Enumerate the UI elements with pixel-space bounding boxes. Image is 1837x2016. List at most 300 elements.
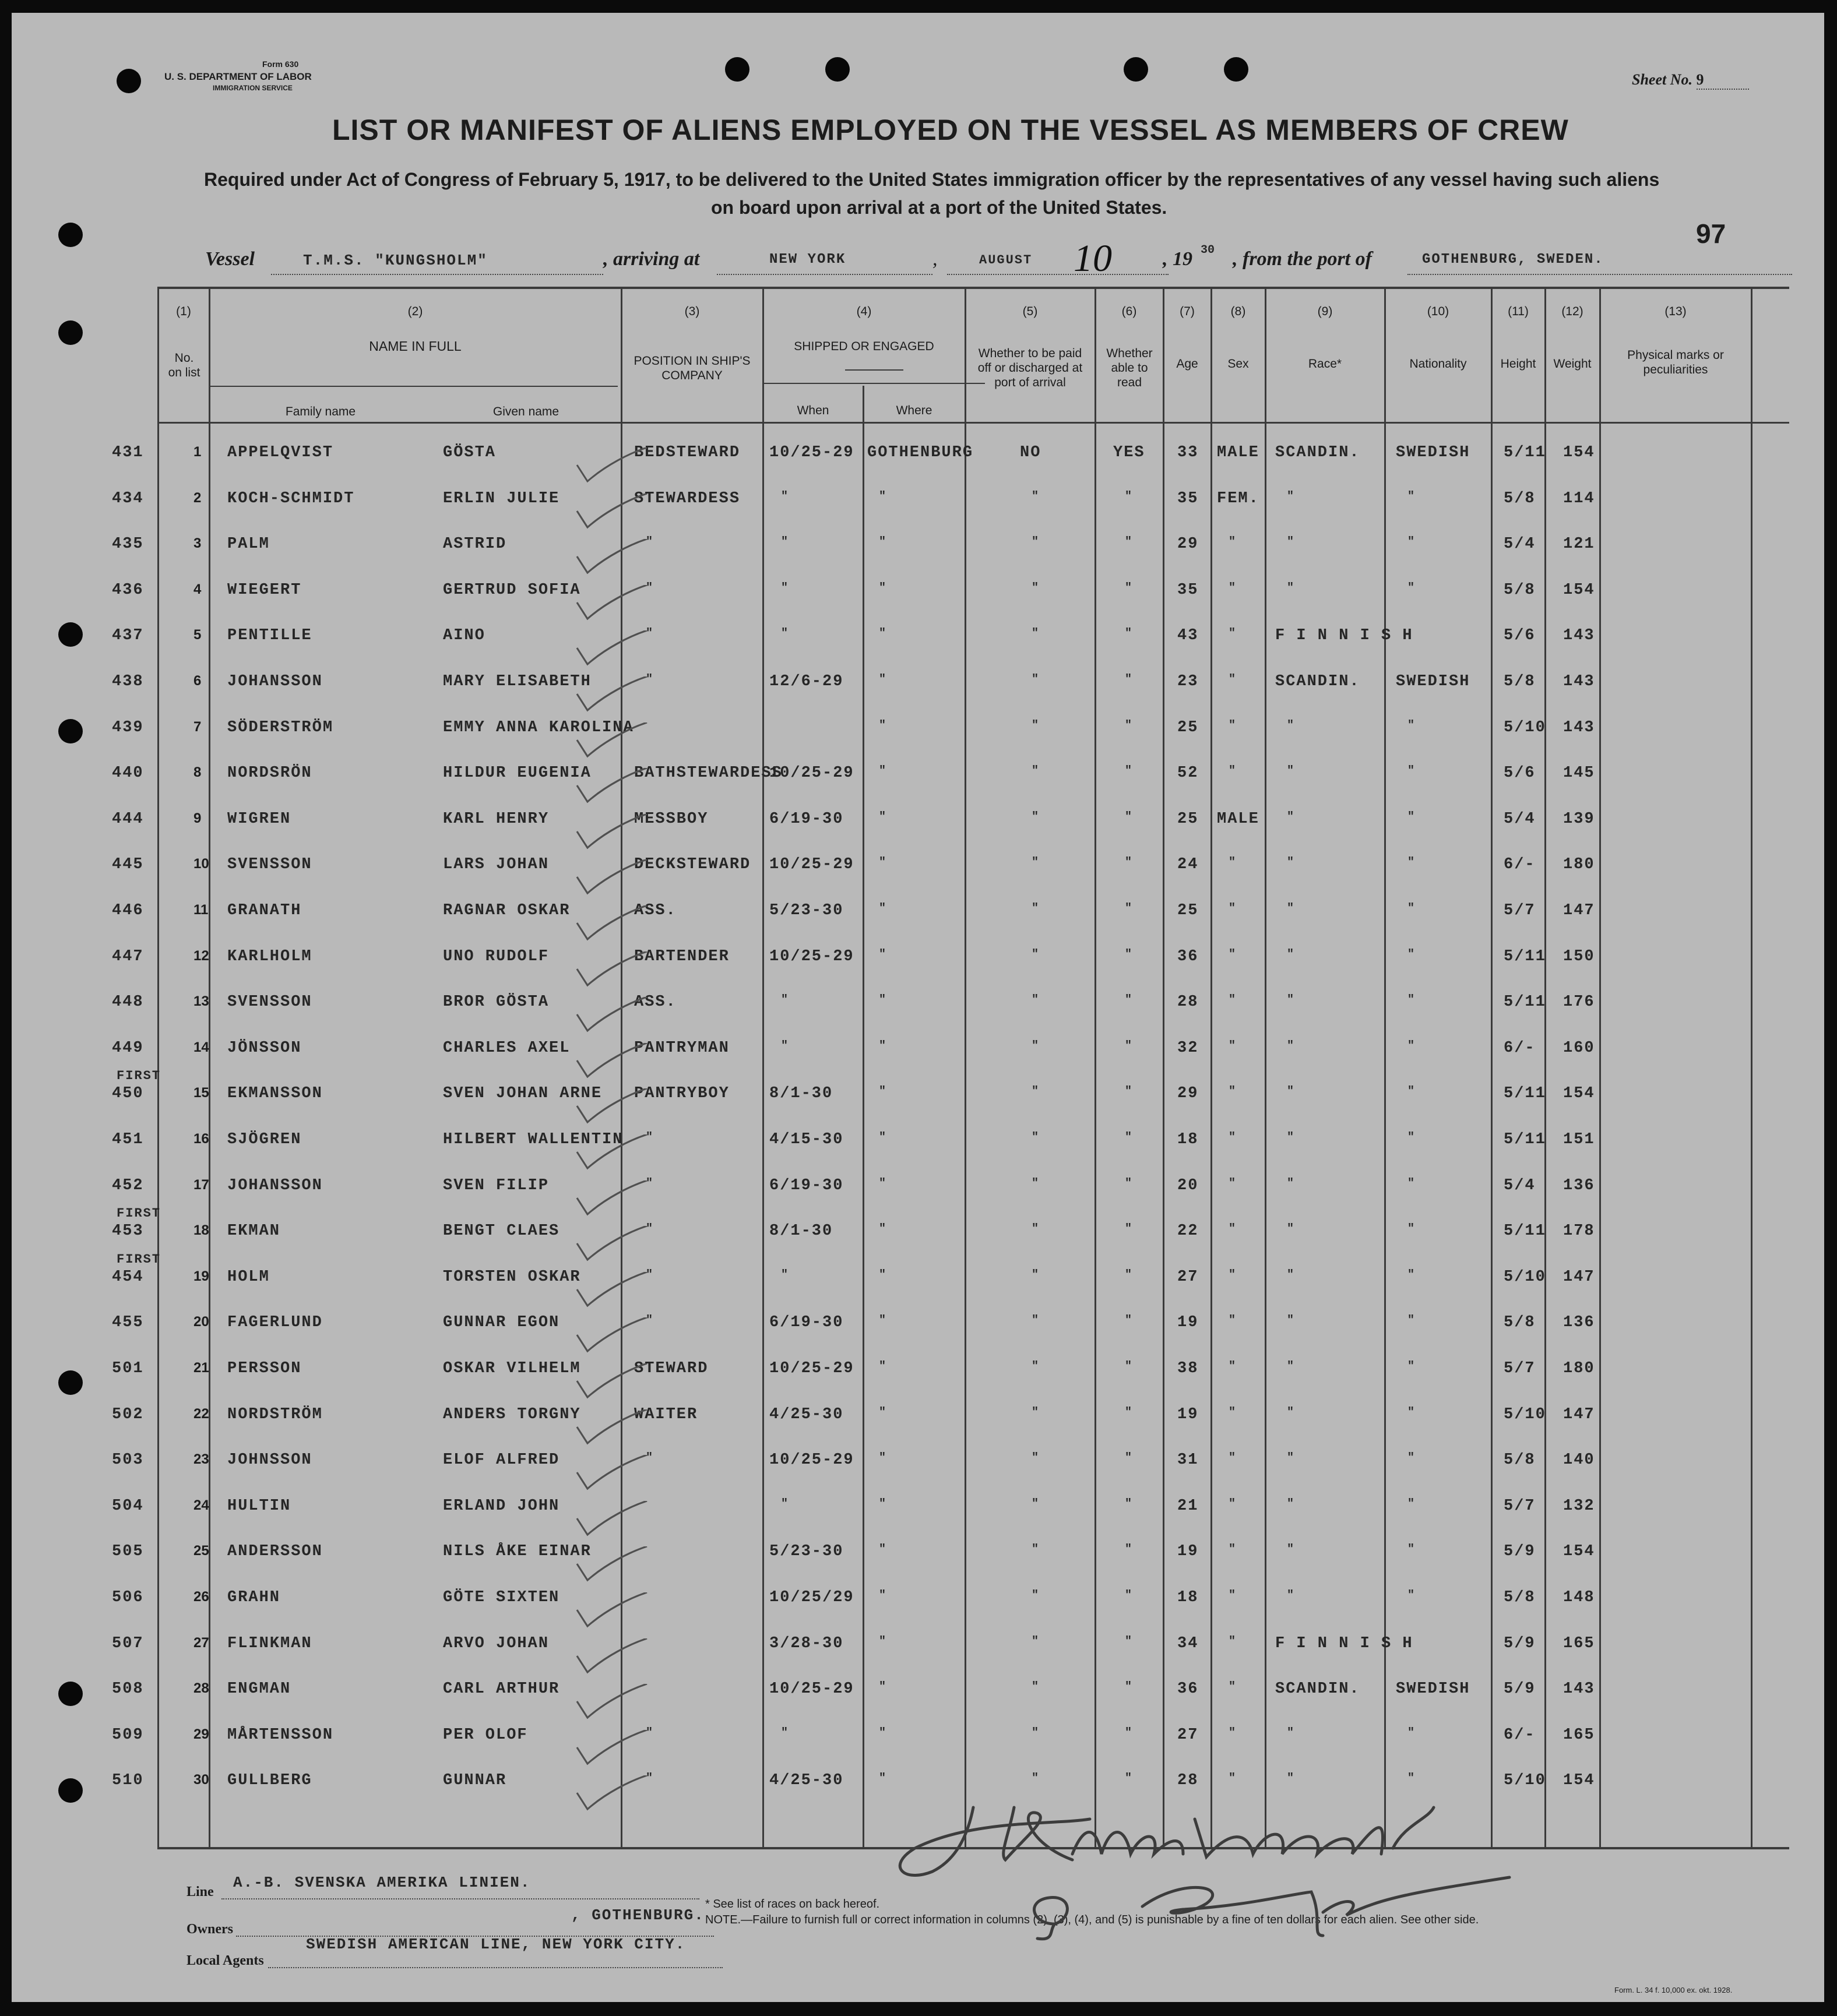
position: BEDSTEWARD bbox=[634, 444, 741, 461]
sex: " bbox=[1229, 1451, 1237, 1465]
checkmark-icon bbox=[571, 1501, 653, 1542]
race: " bbox=[1287, 1543, 1296, 1557]
height: 6/- bbox=[1504, 1039, 1536, 1057]
weight: 154 bbox=[1563, 1772, 1595, 1790]
punch-hole bbox=[725, 57, 749, 82]
table-row bbox=[12, 902, 1824, 947]
shipped-where: " bbox=[879, 1680, 888, 1694]
row-note: FIRST bbox=[117, 1252, 161, 1267]
shipped-where: " bbox=[879, 764, 888, 778]
age: 25 bbox=[1177, 902, 1199, 919]
col-header-num-5: (5) bbox=[1022, 305, 1038, 318]
age: 28 bbox=[1177, 993, 1199, 1011]
shipped-where: " bbox=[879, 489, 888, 503]
able-to-read: " bbox=[1125, 1726, 1134, 1740]
weight: 140 bbox=[1563, 1451, 1595, 1469]
checkmark-icon bbox=[571, 1180, 653, 1221]
arrival-day: 10 bbox=[1074, 237, 1112, 280]
position: " bbox=[646, 627, 654, 641]
shipped-when: 8/1-30 bbox=[769, 1222, 833, 1240]
row-ref: 451 bbox=[112, 1131, 144, 1148]
col-header-name-in-full: NAME IN FULL bbox=[369, 339, 462, 354]
family-name: SVENSSON bbox=[227, 993, 312, 1011]
position: " bbox=[646, 1772, 654, 1786]
table-row bbox=[12, 1497, 1824, 1543]
weight: 145 bbox=[1563, 764, 1595, 783]
agents-underline bbox=[268, 1967, 723, 1968]
shipped-where: " bbox=[879, 1039, 888, 1053]
shipped-when: 10/25-29 bbox=[769, 856, 854, 874]
sex: MALE bbox=[1217, 810, 1259, 828]
age: 21 bbox=[1177, 1497, 1199, 1515]
position: DECKSTEWARD bbox=[634, 856, 751, 874]
sex: " bbox=[1229, 1222, 1237, 1236]
shipped-when: 10/25-29 bbox=[769, 1360, 854, 1377]
race: " bbox=[1287, 718, 1296, 732]
row-number: 10 bbox=[193, 856, 209, 872]
age: 18 bbox=[1177, 1589, 1199, 1606]
row-ref: 435 bbox=[112, 535, 144, 554]
shipped-when: 10/25-29 bbox=[769, 1680, 854, 1698]
height: 5/7 bbox=[1504, 1360, 1536, 1377]
agents-label: Local Agents bbox=[186, 1953, 264, 1968]
punch-hole bbox=[1224, 57, 1248, 82]
checkmark-icon bbox=[571, 905, 653, 946]
nationality: SWEDISH bbox=[1396, 444, 1470, 461]
row-ref: 437 bbox=[112, 627, 144, 645]
row-number: 25 bbox=[193, 1543, 209, 1559]
able-to-read: " bbox=[1125, 673, 1134, 686]
shipped-when: 5/23-30 bbox=[769, 902, 844, 919]
weight: 165 bbox=[1563, 1634, 1595, 1652]
race: SCANDIN. bbox=[1275, 1680, 1360, 1698]
shipped-where: " bbox=[879, 1360, 888, 1373]
checkmark-icon bbox=[571, 539, 653, 580]
table-row bbox=[12, 1543, 1824, 1588]
position: PANTRYMAN bbox=[634, 1039, 730, 1057]
row-number: 9 bbox=[193, 810, 202, 826]
shipped-where: GOTHENBURG bbox=[867, 444, 974, 461]
given-name: UNO RUDOLF bbox=[443, 947, 550, 965]
nationality: " bbox=[1407, 1497, 1416, 1511]
shipped-when: 10/25-29 bbox=[769, 947, 854, 965]
row-ref: 452 bbox=[112, 1176, 144, 1194]
race: " bbox=[1287, 1039, 1296, 1053]
shipped-where: " bbox=[879, 947, 888, 961]
height: 5/8 bbox=[1504, 1451, 1536, 1469]
row-number: 19 bbox=[193, 1268, 209, 1284]
age: 34 bbox=[1177, 1634, 1199, 1652]
table-row bbox=[12, 673, 1824, 718]
paid-off: " bbox=[1032, 810, 1040, 824]
weight: 139 bbox=[1563, 810, 1595, 828]
given-name: GUNNAR EGON bbox=[443, 1314, 560, 1332]
table-row bbox=[12, 856, 1824, 901]
shipped-where: " bbox=[879, 1085, 888, 1099]
row-ref: 505 bbox=[112, 1543, 144, 1561]
row-number: 2 bbox=[193, 489, 202, 506]
row-ref: 510 bbox=[112, 1772, 144, 1790]
line-label: Line bbox=[186, 1884, 214, 1899]
weight: 136 bbox=[1563, 1314, 1595, 1332]
row-number: 7 bbox=[193, 718, 202, 735]
position: STEWARD bbox=[634, 1360, 709, 1377]
paid-off: " bbox=[1032, 1451, 1040, 1465]
col-header-shipped: SHIPPED OR ENGAGED bbox=[794, 340, 934, 353]
able-to-read: " bbox=[1125, 1176, 1134, 1190]
given-name: KARL HENRY bbox=[443, 810, 550, 828]
given-name: RAGNAR OSKAR bbox=[443, 902, 571, 919]
checkmark-icon bbox=[571, 1088, 653, 1129]
race: SCANDIN. bbox=[1275, 673, 1360, 690]
able-to-read: " bbox=[1125, 764, 1134, 778]
shipped-when: " bbox=[781, 1726, 790, 1740]
family-name: NORDSRÖN bbox=[227, 764, 312, 783]
table-row bbox=[12, 810, 1824, 856]
row-number: 18 bbox=[193, 1222, 209, 1239]
able-to-read: " bbox=[1125, 902, 1134, 915]
able-to-read: YES bbox=[1113, 444, 1145, 461]
row-number: 5 bbox=[193, 627, 202, 643]
given-name: ERLIN JULIE bbox=[443, 489, 560, 507]
row-number: 13 bbox=[193, 993, 209, 1010]
row-ref: 448 bbox=[112, 993, 144, 1011]
age: 36 bbox=[1177, 1680, 1199, 1698]
table-row bbox=[12, 627, 1824, 672]
able-to-read: " bbox=[1125, 1543, 1134, 1557]
manifest-sheet bbox=[12, 13, 1824, 2002]
paid-off: " bbox=[1032, 947, 1040, 961]
age: 32 bbox=[1177, 1039, 1199, 1057]
weight: 147 bbox=[1563, 1405, 1595, 1423]
race: " bbox=[1287, 1497, 1296, 1511]
paid-off: " bbox=[1032, 1039, 1040, 1053]
paid-off: " bbox=[1032, 1360, 1040, 1373]
paid-off: " bbox=[1032, 1268, 1040, 1282]
race: " bbox=[1287, 764, 1296, 778]
table-row bbox=[12, 1069, 1824, 1130]
checkmark-icon bbox=[571, 1546, 653, 1587]
table-row bbox=[12, 1177, 1824, 1222]
col-header-num-1: (1) bbox=[176, 305, 191, 318]
row-number: 24 bbox=[193, 1497, 209, 1513]
row-number: 12 bbox=[193, 947, 209, 964]
height: 5/7 bbox=[1504, 902, 1536, 919]
paid-off: " bbox=[1032, 1314, 1040, 1328]
weight: 151 bbox=[1563, 1131, 1595, 1148]
shipped-where: " bbox=[879, 1497, 888, 1511]
row-number: 11 bbox=[193, 902, 209, 918]
col-header-num-12: (12) bbox=[1561, 305, 1583, 318]
owners-label: Owners bbox=[186, 1922, 233, 1937]
col-header-position: POSITION IN SHIP'S COMPANY bbox=[634, 354, 751, 382]
sheet-label: Sheet No. bbox=[1632, 71, 1692, 88]
checkmark-icon bbox=[571, 1226, 653, 1267]
family-name: SJÖGREN bbox=[227, 1131, 302, 1148]
row-note: FIRST bbox=[117, 1206, 161, 1221]
print-line: Form. L. 34 f. 10,000 ex. okt. 1928. bbox=[1614, 1986, 1733, 1994]
paid-off: " bbox=[1032, 673, 1040, 686]
able-to-read: " bbox=[1125, 810, 1134, 824]
table-row bbox=[12, 1360, 1824, 1405]
given-name: ASTRID bbox=[443, 535, 507, 554]
height: 5/11 bbox=[1504, 1085, 1546, 1103]
race: " bbox=[1287, 1085, 1296, 1099]
col-header-num-8: (8) bbox=[1230, 305, 1246, 318]
paid-off: " bbox=[1032, 1405, 1040, 1419]
nationality: " bbox=[1407, 764, 1416, 778]
row-ref: 445 bbox=[112, 856, 144, 874]
position: " bbox=[646, 1726, 654, 1740]
age: 23 bbox=[1177, 673, 1199, 690]
table-row bbox=[12, 1680, 1824, 1726]
checkmark-icon bbox=[571, 1455, 653, 1496]
nationality: " bbox=[1407, 1176, 1416, 1190]
family-name: GRANATH bbox=[227, 902, 302, 919]
height: 5/4 bbox=[1504, 1176, 1536, 1194]
table-row bbox=[12, 1451, 1824, 1497]
row-number: 1 bbox=[193, 444, 202, 460]
age: 27 bbox=[1177, 1268, 1199, 1286]
given-name: TORSTEN OSKAR bbox=[443, 1268, 581, 1286]
shipped-when: " bbox=[781, 535, 790, 549]
table-row bbox=[12, 1039, 1824, 1085]
position: " bbox=[646, 581, 654, 595]
given-name: SVEN JOHAN ARNE bbox=[443, 1085, 603, 1103]
nationality: " bbox=[1407, 1268, 1416, 1282]
given-name: HILBERT WALLENTIN bbox=[443, 1131, 624, 1148]
age: 18 bbox=[1177, 1131, 1199, 1148]
col-header-age: Age bbox=[1176, 357, 1198, 371]
shipped-when: " bbox=[781, 627, 790, 641]
arrival-month: AUGUST bbox=[979, 253, 1033, 267]
vessel-underline bbox=[271, 274, 603, 275]
col-header-sex: Sex bbox=[1227, 357, 1249, 371]
col-header-given-name: Given name bbox=[492, 405, 559, 418]
paid-off: " bbox=[1032, 1589, 1040, 1602]
checkmark-icon bbox=[571, 997, 653, 1038]
shipped-when: 10/25-29 bbox=[769, 764, 854, 783]
family-name: KOCH-SCHMIDT bbox=[227, 489, 355, 507]
weight: 154 bbox=[1563, 444, 1595, 461]
sex: " bbox=[1229, 1726, 1237, 1740]
sex: " bbox=[1229, 1772, 1237, 1786]
sex: FEM. bbox=[1217, 489, 1259, 507]
sex: " bbox=[1229, 718, 1237, 732]
shipped-when: " bbox=[781, 993, 790, 1007]
given-name: BROR GÖSTA bbox=[443, 993, 550, 1011]
weight: 154 bbox=[1563, 581, 1595, 599]
race: " bbox=[1287, 1314, 1296, 1328]
nationality: " bbox=[1407, 489, 1416, 503]
able-to-read: " bbox=[1125, 1222, 1134, 1236]
position: " bbox=[646, 1176, 654, 1190]
able-to-read: " bbox=[1125, 1314, 1134, 1328]
race: " bbox=[1287, 535, 1296, 549]
able-to-read: " bbox=[1125, 627, 1134, 641]
family-name: JÖNSSON bbox=[227, 1039, 302, 1057]
family-name: SÖDERSTRÖM bbox=[227, 718, 334, 736]
table-row bbox=[12, 948, 1824, 993]
shipped-where: " bbox=[879, 1543, 888, 1557]
table-row bbox=[12, 444, 1824, 489]
row-number: 8 bbox=[193, 764, 202, 781]
checkmark-icon bbox=[571, 1775, 653, 1816]
race: " bbox=[1287, 947, 1296, 961]
race: " bbox=[1287, 1176, 1296, 1190]
signature bbox=[880, 1784, 1550, 1941]
nationality: " bbox=[1407, 1085, 1416, 1099]
nationality: " bbox=[1407, 810, 1416, 824]
paid-off: " bbox=[1032, 535, 1040, 549]
nationality: " bbox=[1407, 947, 1416, 961]
shipped-where: " bbox=[879, 902, 888, 915]
position: " bbox=[646, 1451, 654, 1465]
paid-off: " bbox=[1032, 764, 1040, 778]
height: 5/10 bbox=[1504, 1772, 1546, 1790]
checkmark-icon bbox=[571, 722, 653, 763]
table-row bbox=[12, 1726, 1824, 1772]
given-name: NILS ÅKE EINAR bbox=[443, 1543, 592, 1561]
given-name: CHARLES AXEL bbox=[443, 1039, 571, 1057]
sex: " bbox=[1229, 1680, 1237, 1694]
col-header-num-13: (13) bbox=[1664, 305, 1687, 318]
race: " bbox=[1287, 1726, 1296, 1740]
shipped-subheader-line bbox=[763, 383, 985, 384]
table-row bbox=[12, 581, 1824, 627]
age: 35 bbox=[1177, 581, 1199, 599]
paid-off: " bbox=[1032, 856, 1040, 870]
nationality: " bbox=[1407, 1222, 1416, 1236]
row-number: 3 bbox=[193, 535, 202, 552]
able-to-read: " bbox=[1125, 856, 1134, 870]
table-row bbox=[12, 1252, 1824, 1314]
nationality: " bbox=[1407, 1451, 1416, 1465]
nationality: SWEDISH bbox=[1396, 1680, 1470, 1698]
col-header-paid-off: Whether to be paid off or discharged at port of arrival bbox=[977, 347, 1083, 389]
age: 19 bbox=[1177, 1314, 1199, 1332]
given-name: GERTRUD SOFIA bbox=[443, 581, 581, 599]
weight: 180 bbox=[1563, 856, 1595, 874]
table-row bbox=[12, 535, 1824, 581]
row-number: 20 bbox=[193, 1314, 209, 1330]
race: " bbox=[1287, 489, 1296, 503]
race: " bbox=[1287, 1222, 1296, 1236]
height: 5/6 bbox=[1504, 764, 1536, 783]
paid-off: NO bbox=[1020, 444, 1041, 461]
race: " bbox=[1287, 1772, 1296, 1786]
paid-off: " bbox=[1032, 902, 1040, 915]
weight: 176 bbox=[1563, 993, 1595, 1011]
owners: , GOTHENBURG. bbox=[571, 1906, 705, 1924]
checkmark-icon bbox=[571, 1363, 653, 1404]
paid-off: " bbox=[1032, 1131, 1040, 1144]
weight: 143 bbox=[1563, 627, 1595, 645]
shipped-where: " bbox=[879, 1405, 888, 1419]
paid-off: " bbox=[1032, 1543, 1040, 1557]
shipped-when: 3/28-30 bbox=[769, 1634, 844, 1652]
row-number: 23 bbox=[193, 1451, 209, 1468]
table-row bbox=[12, 1406, 1824, 1451]
weight: 114 bbox=[1563, 489, 1595, 507]
shipped-when: " bbox=[781, 581, 790, 595]
shipped-where: " bbox=[879, 535, 888, 549]
sex: " bbox=[1229, 764, 1237, 778]
position: " bbox=[646, 535, 654, 549]
row-ref: 440 bbox=[112, 764, 144, 783]
shipped-when: 5/23-30 bbox=[769, 1543, 844, 1561]
comma: , bbox=[932, 248, 938, 270]
row-number: 26 bbox=[193, 1589, 209, 1605]
date-underline bbox=[947, 274, 1169, 275]
shipped-where: " bbox=[879, 718, 888, 732]
able-to-read: " bbox=[1125, 1680, 1134, 1694]
checkmark-icon bbox=[571, 1730, 653, 1771]
row-ref: 438 bbox=[112, 673, 144, 690]
position: ASS. bbox=[634, 993, 677, 1011]
shipped-when: 4/15-30 bbox=[769, 1131, 844, 1148]
able-to-read: " bbox=[1125, 1085, 1134, 1099]
col-header-num-9: (9) bbox=[1317, 305, 1333, 318]
table-row bbox=[12, 1131, 1824, 1176]
family-name: HOLM bbox=[227, 1268, 270, 1286]
given-name: EMMY ANNA KAROLINA bbox=[443, 718, 634, 736]
position: " bbox=[646, 1268, 654, 1282]
checkmark-icon bbox=[571, 630, 653, 671]
age: 29 bbox=[1177, 535, 1199, 554]
family-name: JOHNSSON bbox=[227, 1451, 312, 1469]
given-name: GÖTE SIXTEN bbox=[443, 1589, 560, 1606]
height: 5/10 bbox=[1504, 1405, 1546, 1423]
height: 5/8 bbox=[1504, 581, 1536, 599]
paid-off: " bbox=[1032, 1176, 1040, 1190]
punch-hole bbox=[117, 69, 141, 93]
weight: 147 bbox=[1563, 902, 1595, 919]
able-to-read: " bbox=[1125, 1451, 1134, 1465]
col-header-num-2: (2) bbox=[407, 305, 423, 318]
paid-off: " bbox=[1032, 581, 1040, 595]
race: " bbox=[1287, 1589, 1296, 1602]
weight: 136 bbox=[1563, 1176, 1595, 1194]
family-name: PENTILLE bbox=[227, 627, 312, 645]
table-row bbox=[12, 764, 1824, 810]
able-to-read: " bbox=[1125, 535, 1134, 549]
age: 22 bbox=[1177, 1222, 1199, 1240]
col-header-no-on-list: No. on list bbox=[168, 351, 200, 379]
family-name: PERSSON bbox=[227, 1360, 302, 1377]
paid-off: " bbox=[1032, 1772, 1040, 1786]
given-name: ANDERS TORGNY bbox=[443, 1405, 581, 1423]
position: " bbox=[646, 1222, 654, 1236]
family-name: FAGERLUND bbox=[227, 1314, 323, 1332]
paid-off: " bbox=[1032, 1222, 1040, 1236]
sex: " bbox=[1229, 1039, 1237, 1053]
checkmark-icon bbox=[571, 676, 653, 717]
height: 5/8 bbox=[1504, 489, 1536, 507]
shipping-line: A.-B. SVENSKA AMERIKA LINIEN. bbox=[233, 1874, 531, 1891]
vessel-name: T.M.S. "KUNGSHOLM" bbox=[303, 252, 488, 269]
sex: " bbox=[1229, 1314, 1237, 1328]
height: 5/9 bbox=[1504, 1543, 1536, 1561]
nationality: " bbox=[1407, 902, 1416, 915]
weight: 180 bbox=[1563, 1360, 1595, 1377]
position: " bbox=[646, 1131, 654, 1144]
checkmark-icon bbox=[571, 1043, 653, 1084]
given-name: GUNNAR bbox=[443, 1772, 507, 1790]
family-name: WIGREN bbox=[227, 810, 291, 828]
height: 5/11 bbox=[1504, 444, 1546, 461]
row-number: 14 bbox=[193, 1039, 209, 1055]
